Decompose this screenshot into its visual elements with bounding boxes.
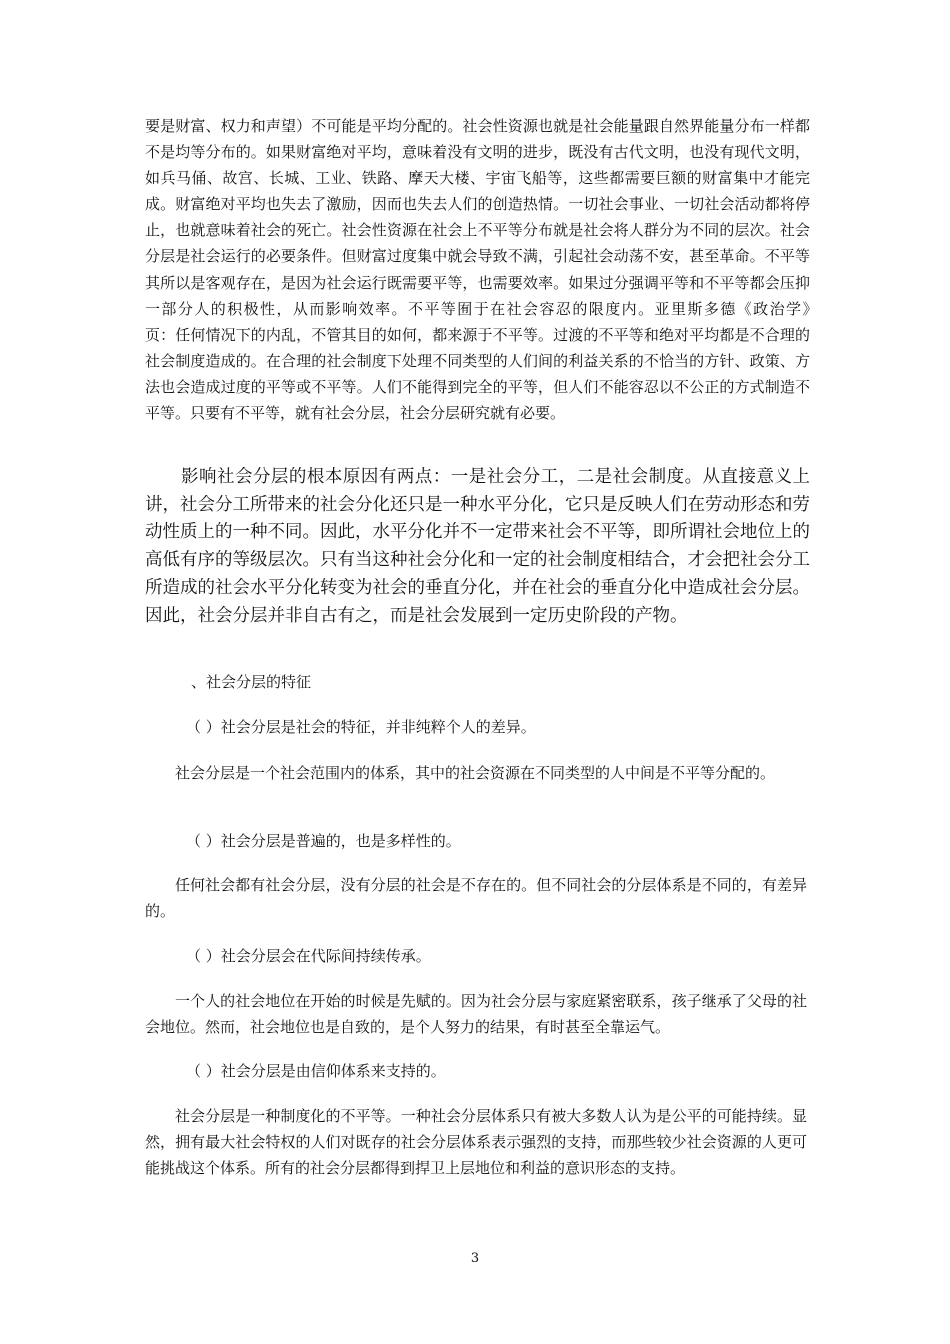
feature-1-body: 社会分层是一个社会范围内的体系，其中的社会资源在不同类型的人中间是不平等分配的。 xyxy=(175,764,776,782)
feature-1-title: （ ）社会分层是社会的特征，并非纯粹个人的差异。 xyxy=(186,718,536,736)
feature-3-body: 一个人的社会地位在开始的时候是先赋的。因为社会分层与家庭紧密联系，孩子继承了父母的社会地位。然而，社会地位也是自致的，是个人努力的结果，有时甚至全靠运气。 xyxy=(145,992,807,1036)
page-number: 3 xyxy=(470,1251,480,1266)
body-paragraph-causes: 影响社会分层的根本原因有两点：一是社会分工，二是社会制度。从直接意义上讲，社会分工所带来的社会分化还只是一种水平分化，它只是反映人们在劳动形态和劳动性质上的一种不同。因此，水平分化并不一定带来社会不平等，即所谓社会地位上的高低有序的等级层次。只有当这种社会分化和一定的社会制度相结合，才会把社会分工所造成的社会水平分化转变为社会的垂直分化，并在社会的垂直分化中造成社会分层。因此，社会分层并非自古有之，而是社会发展到一定历史阶段的产物。 xyxy=(145,467,810,626)
feature-4-body: 社会分层是一种制度化的不平等。一种社会分层体系只有被大多数人认为是公平的可能持续。显然，拥有最大社会特权的人们对既存的社会分层体系表示强烈的支持，而那些较少社会资源的人更可能挑战这个体系。所有的社会分层都得到捍卫上层地位和利益的意识形态的支持。 xyxy=(145,1107,807,1177)
body-paragraph-continued: 要是财富、权力和声望）不可能是平均分配的。社会性资源也就是社会能量跟自然界能量分布一样都不是均等分布的。如果财富绝对平均，意味着没有文明的进步，既没有古代文明，也没有现代文明，如兵马俑、故宫、长城、工业、铁路、摩天大楼、宇宙飞船等，这些都需要巨额的财富集中才能完成。财富绝对平均也失去了激励，因而也失去人们的创造热情。一切社会事业、一切社会活动都将停止，也就意味着社会的死亡。社会性资源在社会上不平等分布就是社会将人群分为不同的层次。社会分层是社会运行的必要条件。但财富过度集中就会导致不满，引起社会动荡不安，甚至革命。不平等其所以是客观存在，是因为社会运行既需要平等，也需要效率。如果过分强调平等和不平等都会压抑一部分人的积极性，从而影响效率。不平等囿于在社会容忍的限度内。亚里斯多德《政治学》 页：任何情况下的内乱，不管其目的如何，都来源于不平等。过渡的不平等和绝对平均都是不合理的社会制度造成的。在合理的社会制度下处理不同类型的人们间的利益关系的不恰当的方针、政策、方法也会造成过度的平等或不平等。人们不能得到完全的平等，但人们不能容忍以不公正的方式制造不平等。只要有不平等，就有社会分层，社会分层研究就有必要。 xyxy=(145,117,841,423)
feature-3-title: （ ）社会分层会在代际间持续传承。 xyxy=(186,947,431,965)
feature-2-body: 任何社会都有社会分层，没有分层的社会是不存在的。但不同社会的分层体系是不同的，有差异的。 xyxy=(145,876,807,920)
section-heading: 、社会分层的特征 xyxy=(191,673,312,691)
feature-4-title: （ ）社会分层是由信仰体系来支持的。 xyxy=(186,1062,446,1080)
feature-2-title: （ ）社会分层是普遍的，也是多样性的。 xyxy=(186,832,461,850)
